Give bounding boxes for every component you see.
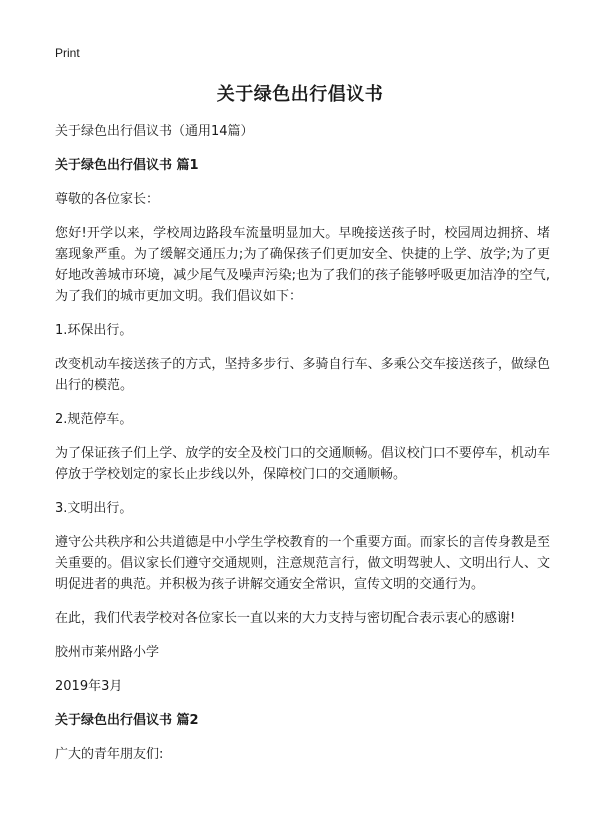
- item-2-title: 2.规范停车。: [55, 412, 133, 427]
- item-2-body: 为了保证孩子们上学、放学的安全及校门口的交通顺畅。倡议校门口不要停车，机动车停放于学校划定的家长止步线以外，保障校门口的交通顺畅。: [55, 446, 550, 482]
- article-body: [55, 121, 550, 778]
- intro-paragraph: 您好!开学以来，学校周边路段车流量明显加大。早晚接送孩子时，校园周边拥挤、堵塞现象严重。为了缓解交通压力;为了确保孩子们更加安全、快捷的上学、放学;为了更好地改善城市环境，减少尾气及噪声污染;也为了我们的孩子能够呼吸更加洁净的空气,为了我们的城市更加文明。我们倡议如下：: [55, 226, 550, 304]
- print-link[interactable]: Print: [55, 46, 80, 60]
- section-heading-2: 关于绿色出行倡议书 篇2: [55, 713, 199, 728]
- item-1-body: 改变机动车接送孩子的方式，坚持多步行、多骑自行车、多乘公交车接送孩子，做绿色出行的模范。: [55, 357, 550, 393]
- greeting-2: 广大的青年朋友们:: [55, 747, 164, 762]
- section-heading-1: 关于绿色出行倡议书 篇1: [55, 158, 199, 173]
- closing-paragraph: 在此，我们代表学校对各位家长一直以来的大力支持与密切配合表示衷心的感谢!: [55, 611, 516, 626]
- date: 2019年3月: [55, 679, 123, 694]
- item-1-title: 1.环保出行。: [55, 323, 133, 338]
- document-subtitle: 关于绿色出行倡议书（通用14篇）: [55, 124, 254, 139]
- item-3-title: 3.文明出行。: [55, 501, 133, 516]
- greeting-1: 尊敬的各位家长：: [55, 192, 160, 207]
- item-3-body: 遵守公共秩序和公共道德是中小学生学校教育的一个重要方面。而家长的言传身教是至关重要的。倡议家长们遵守交通规则，注意规范言行，做文明驾驶人、文明出行人、文明促进者的典范。并积极为孩子讲解交通安全常识，宣传文明的交通行为。: [55, 535, 550, 592]
- signature: 胶州市莱州路小学: [55, 645, 160, 660]
- page-title: 关于绿色出行倡议书: [216, 84, 384, 105]
